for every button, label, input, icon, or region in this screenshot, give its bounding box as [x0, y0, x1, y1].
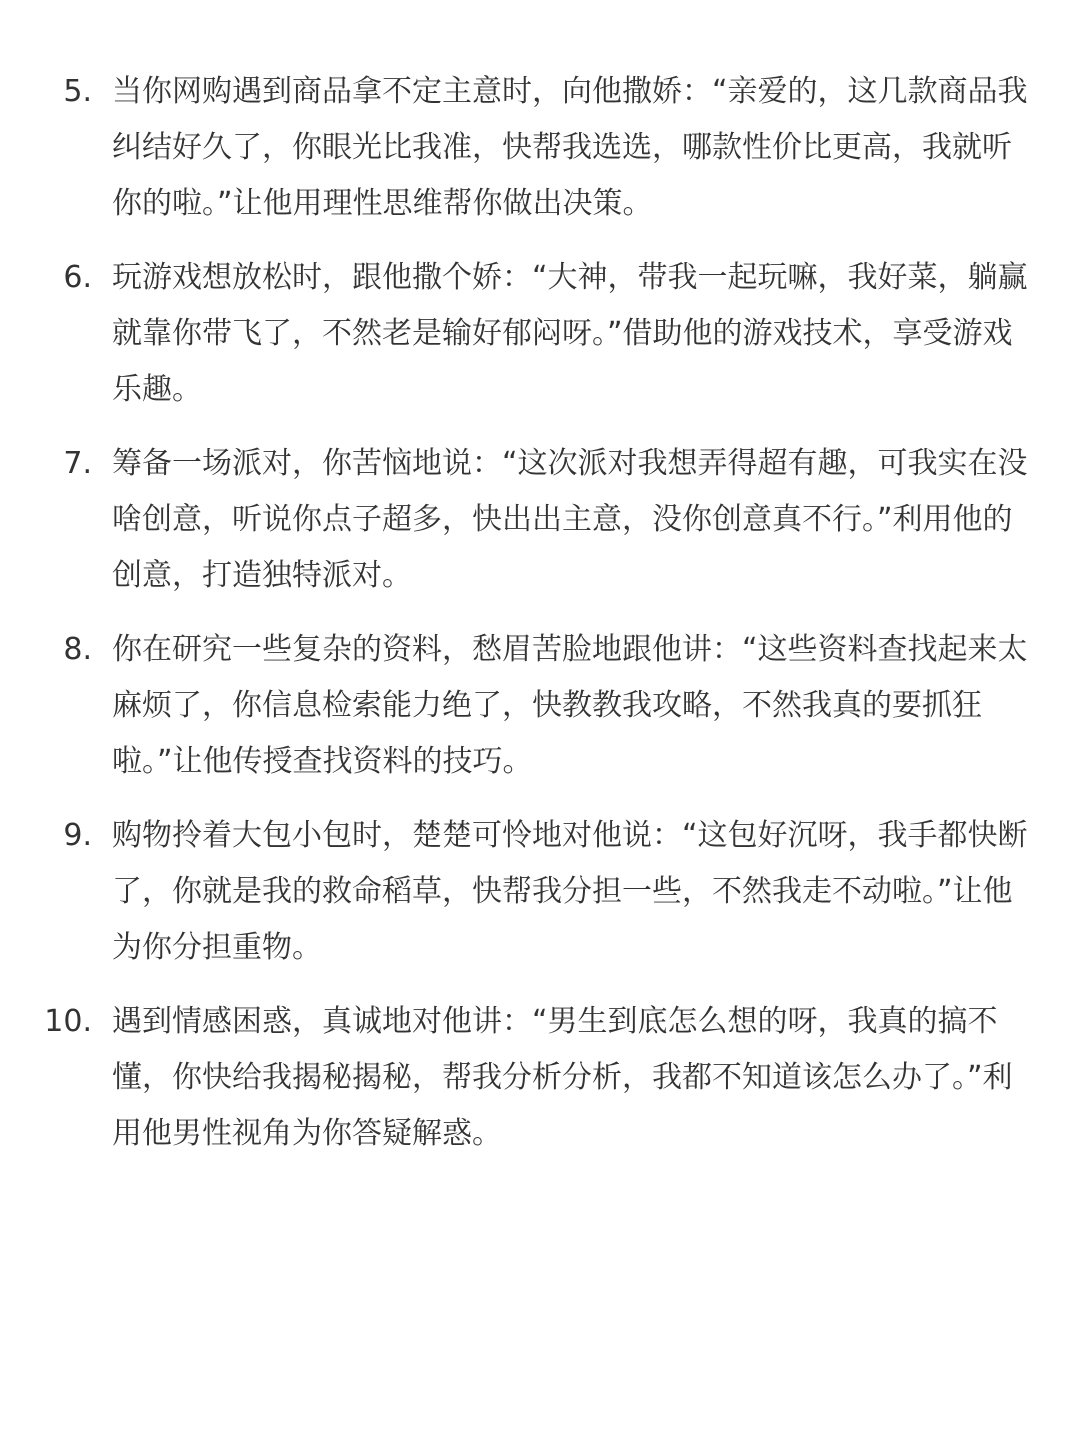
- list-item-text: 当你网购遇到商品拿不定主意时，向他撒娇：“亲爱的，这几款商品我纠结好久了，你眼光比我准，快帮我选选，哪款性价比更高，我就听你的啦。”让他用理性思维帮你做出决策。: [112, 74, 1028, 221]
- list-item-number: 6.: [63, 260, 92, 295]
- list-item-number: 8.: [63, 632, 92, 667]
- list-item-number: 10.: [44, 1004, 92, 1039]
- list-item-text: 遇到情感困惑，真诚地对他讲：“男生到底怎么想的呀，我真的搞不懂，你快给我揭秘揭秘，帮我分析分析，我都不知道该怎么办了。”利用他男性视角为你答疑解惑。: [112, 1004, 1013, 1151]
- list-item-number: 7.: [63, 446, 92, 481]
- list-item: [0, 250, 1080, 418]
- list-item-number: 5.: [63, 74, 92, 109]
- list-item: [0, 64, 1080, 232]
- list-item: [0, 994, 1080, 1162]
- list-item-text: 你在研究一些复杂的资料，愁眉苦脸地跟他讲：“这些资料查找起来太麻烦了，你信息检索能力绝了，快教教我攻略，不然我真的要抓狂啦。”让他传授查找资料的技巧。: [112, 632, 1028, 779]
- list-item: [0, 436, 1080, 604]
- list-item-number: 9.: [63, 818, 92, 853]
- list-item-text: 购物拎着大包小包时，楚楚可怜地对他说：“这包好沉呀，我手都快断了，你就是我的救命稻草，快帮我分担一些，不然我走不动啦。”让他为你分担重物。: [112, 818, 1028, 965]
- tips-list: [0, 64, 1080, 1180]
- list-item-text: 玩游戏想放松时，跟他撒个娇：“大神，带我一起玩嘛，我好菜，躺赢就靠你带飞了，不然老是输好郁闷呀。”借助他的游戏技术，享受游戏乐趣。: [112, 260, 1028, 407]
- list-item: [0, 622, 1080, 790]
- list-item: [0, 808, 1080, 976]
- list-item-text: 筹备一场派对，你苦恼地说：“这次派对我想弄得超有趣，可我实在没啥创意，听说你点子超多，快出出主意，没你创意真不行。”利用他的创意，打造独特派对。: [112, 446, 1028, 593]
